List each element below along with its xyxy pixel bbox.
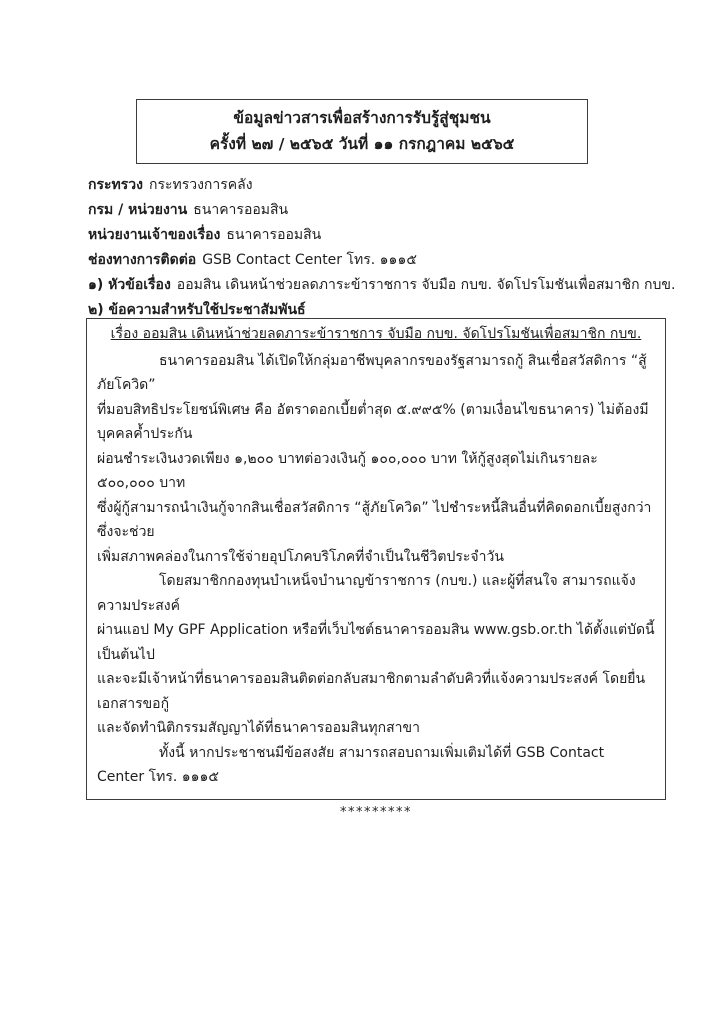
item-pr-message-label: ๒) ข้อความสำหรับใช้ประชาสัมพันธ์ [88, 302, 306, 318]
content-box [86, 318, 666, 800]
meta-department-value: ธนาคารออมสิน [193, 202, 289, 218]
meta-contact-channel-value: GSB Contact Center โทร. ๑๑๑๕ [202, 252, 417, 268]
header-title: ข้อมูลข่าวสารเพื่อสร้างการรับรู้สู่ชุมชน [233, 109, 491, 127]
content-title: เรื่อง ออมสิน เดินหน้าช่วยลดภาระข้าราชการ จับมือ กบข. จัดโปรโมชันเพื่อสมาชิก กบข. [110, 326, 642, 342]
meta-contact-channel-label: ช่องทางการติดต่อ [88, 252, 197, 268]
item-subject [88, 273, 676, 298]
lower-section [86, 318, 666, 820]
meta-section [88, 173, 676, 323]
item-subject-value: ออมสิน เดินหน้าช่วยลดภาระข้าราชการ จับมือ กบข. จัดโปรโมชันเพื่อสมาชิก กบข. [176, 277, 676, 293]
paragraph-2-line: โดยสมาชิกกองทุนบำเหน็จบำนาญข้าราชการ (กบข.) และผู้ที่สนใจ สามารถแจ้งความประสงค์ [97, 573, 636, 614]
paragraph-1-line: ซึ่งผู้กู้สามารถนำเงินกู้จากสินเชื่อสวัสดิการ “สู้ภัยโควิด” ไปชำระหนี้สินอื่นที่คิดดอกเบี้ยสูงกว่า ซึ่งจะช่วย [97, 499, 652, 540]
footer-separator: ********* [340, 804, 412, 820]
meta-ministry-value: กระทรวงการคลัง [148, 177, 253, 193]
paragraph-1-line: ผ่อนชำระเงินงวดเพียง ๑,๒๐๐ บาทต่อวงเงินกู้ ๑๐๐,๐๐๐ บาท ให้กู้สูงสุดไม่เกินรายละ ๕๐๐,๐๐๐ บาท [97, 450, 598, 491]
meta-owner-unit [88, 223, 668, 248]
paragraph-3 [97, 741, 655, 790]
paragraph-2 [97, 569, 655, 741]
paragraph-1-line: เพิ่มสภาพคล่องในการใช้จ่ายอุปโภคบริโภคที่จำเป็นในชีวิตประจำวัน [97, 548, 504, 565]
paragraph-2-line: ผ่านแอป My GPF Application หรือที่เว็บไซต์ธนาคารออมสิน www.gsb.or.th ได้ตั้งแต่บัดนี้เป็นต้นไป [97, 622, 655, 663]
meta-owner-unit-value: ธนาคารออมสิน [226, 227, 322, 243]
meta-contact-channel [88, 248, 668, 273]
paragraph-2-line: และจัดทำนิติกรรมสัญญาได้ที่ธนาคารออมสินทุกสาขา [97, 720, 420, 736]
paragraph-3-line: ทั้งนี้ หากประชาชนมีข้อสงสัย สามารถสอบถามเพิ่มเติมได้ที่ GSB Contact Center โทร. ๑๑๑๕ [97, 744, 605, 785]
paragraph-1-line: ที่มอบสิทธิประโยชน์พิเศษ คือ อัตราดอกเบี้ยต่ำสุด ๕.๙๙๕% (ตามเงื่อนไขธนาคาร) ไม่ต้องมีบุคคลค้ำประกัน [97, 401, 649, 442]
meta-department [88, 198, 668, 223]
meta-ministry-label: กระทรวง [88, 177, 143, 193]
meta-department-label: กรม / หน่วยงาน [88, 202, 188, 218]
paragraph-1 [97, 349, 655, 570]
paragraph-1-line: ธนาคารออมสิน ได้เปิดให้กลุ่มอาชีพบุคลากรของรัฐสามารถกู้ สินเชื่อสวัสดิการ “สู้ภัยโควิด” [97, 352, 647, 393]
paragraph-2-line: และจะมีเจ้าหน้าที่ธนาคารออมสินติดต่อกลับสมาชิกตามลำดับคิวที่แจ้งความประสงค์ โดยยื่นเอกสารขอกู้ [97, 671, 646, 712]
header-issue-date: ครั้งที่ ๒๗ / ๒๕๖๕ วันที่ ๑๑ กรกฎาคม ๒๕๖๕ [209, 135, 515, 153]
meta-owner-unit-label: หน่วยงานเจ้าของเรื่อง [88, 227, 221, 243]
meta-ministry [88, 173, 668, 198]
header-box [136, 99, 588, 164]
item-subject-label: ๑) หัวข้อเรื่อง [88, 277, 171, 293]
